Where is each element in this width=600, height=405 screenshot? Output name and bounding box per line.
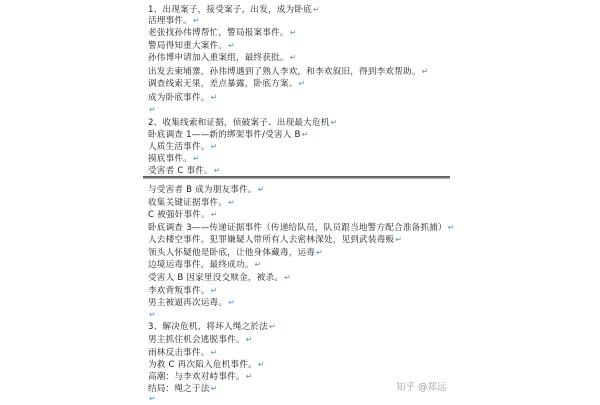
- paragraph-mark-icon: ↵: [192, 16, 200, 25]
- text-line: 成为卧底事件。↵: [148, 93, 218, 103]
- paragraph-mark-icon: ↵: [228, 41, 236, 50]
- text-line: [148, 309, 156, 321]
- paragraph-mark-icon: ↵: [289, 28, 297, 37]
- paragraph-mark-icon: ↵: [210, 286, 218, 295]
- paragraph-mark-icon: ↵: [257, 360, 265, 369]
- paragraph-mark-icon: ↵: [447, 223, 455, 232]
- text-line: 1、出现案子，接受案子，出发，成为卧底↵: [148, 5, 320, 15]
- text-line: 卧底调查 3——传递证据事件（传递给队员，队员跟当地警方配合准备抓捕）↵: [148, 223, 455, 233]
- text-line: 活埋事件。↵: [148, 16, 200, 26]
- paragraph-mark-icon: ↵: [289, 53, 297, 62]
- text-line: 李欢背叛事件。↵: [148, 286, 218, 296]
- paragraph-mark-icon: ↵: [210, 348, 218, 357]
- paragraph-mark-icon: ↵: [284, 273, 291, 282]
- paragraph-mark-icon: ↵: [421, 67, 429, 76]
- text-line: [148, 393, 156, 405]
- paragraph-mark-icon: ↵: [257, 185, 265, 194]
- text-line: 警局得知重大案件。↵: [148, 41, 236, 51]
- text-line: [148, 104, 156, 116]
- watermark: [396, 379, 447, 393]
- paragraph-mark-icon: ↵: [210, 93, 218, 102]
- text-line: C 被强奸事件。↵: [148, 210, 218, 220]
- text-line: 3、解决危机，将坏人绳之於法↵: [148, 322, 276, 332]
- text-line: 男主被逼再次运毒。↵: [148, 298, 236, 308]
- paragraph-mark-icon: ↵: [210, 384, 218, 393]
- text-line: 人去楼空事件。犯罪嫌疑人带所有人去密林深处，见到武装毒贩↵: [148, 235, 403, 245]
- paragraph-mark-icon: ↵: [210, 210, 218, 219]
- paragraph-mark-icon: ↵: [395, 235, 403, 244]
- text-line: 男主抓住机会逃脱事件。↵: [148, 335, 253, 345]
- text-line: 为救 C 再次陷入危机事件。↵: [148, 360, 265, 370]
- text-line: 受害人 B 因家里没交赎金，被杀。↵: [148, 273, 291, 283]
- text-line: 卧底调查 1——新的绑架事件/受害人 B↵: [148, 130, 309, 140]
- paragraph-mark-icon: ↵: [192, 154, 200, 163]
- paragraph-mark-icon: ↵: [269, 322, 276, 331]
- paragraph-mark-icon: ↵: [213, 166, 221, 175]
- paragraph-mark-icon: ↵: [245, 372, 253, 381]
- text-line: 老张找孙伟博帮忙，警局报案事件。↵: [148, 28, 297, 38]
- text-line: 受害者 C 事件。↵: [148, 166, 221, 176]
- text-line: 结局：绳之于法↵: [148, 384, 218, 394]
- text-line: 调查线索无果，差点暴露，卧底方案。↵: [148, 79, 306, 89]
- paragraph-mark-icon: ↵: [149, 394, 156, 403]
- paragraph-mark-icon: ↵: [245, 335, 253, 344]
- text-line: 高潮：与李欢对峙事件。↵: [148, 372, 253, 382]
- paragraph-mark-icon: ↵: [330, 118, 338, 127]
- text-line: 雨林反击事件。↵: [148, 348, 218, 358]
- paragraph-mark-icon: ↵: [210, 142, 218, 151]
- text-line: 收集关键证据事件。↵: [148, 198, 236, 208]
- paragraph-mark-icon: ↵: [298, 79, 306, 88]
- text-line: 孙伟博申请加入重案组，最终获批。↵: [148, 53, 297, 63]
- text-line: 与受害者 B 成为朋友事件。↵: [148, 185, 265, 195]
- paragraph-mark-icon: ↵: [228, 298, 236, 307]
- text-line: 领头人怀疑他是卧底，让他身体藏毒，运毒↵: [148, 248, 323, 258]
- paragraph-mark-icon: ↵: [228, 198, 236, 207]
- paragraph-mark-icon: ↵: [149, 105, 156, 114]
- text-line: 人质生活事件。↵: [148, 142, 218, 152]
- text-line: 摸底事件。↵: [148, 154, 200, 164]
- paragraph-mark-icon: ↵: [301, 130, 309, 139]
- paragraph-mark-icon: ↵: [316, 248, 323, 257]
- page-break-divider: [143, 176, 450, 179]
- watermark-text: 知乎 @郑远: [396, 382, 447, 393]
- text-line: 2、收集线索和证据，侦破案子、出现最大危机↵: [148, 118, 338, 128]
- text-line: 出发去柬埔寨，孙伟博遇到了熟人李欢，和李欢叙旧，得到李欢帮助。↵: [148, 67, 429, 77]
- paragraph-mark-icon: ↵: [254, 260, 262, 269]
- paragraph-mark-icon: ↵: [149, 310, 156, 319]
- paragraph-mark-icon: ↵: [312, 5, 320, 14]
- text-line: 边境运毒事件，最终成功。↵: [148, 260, 262, 270]
